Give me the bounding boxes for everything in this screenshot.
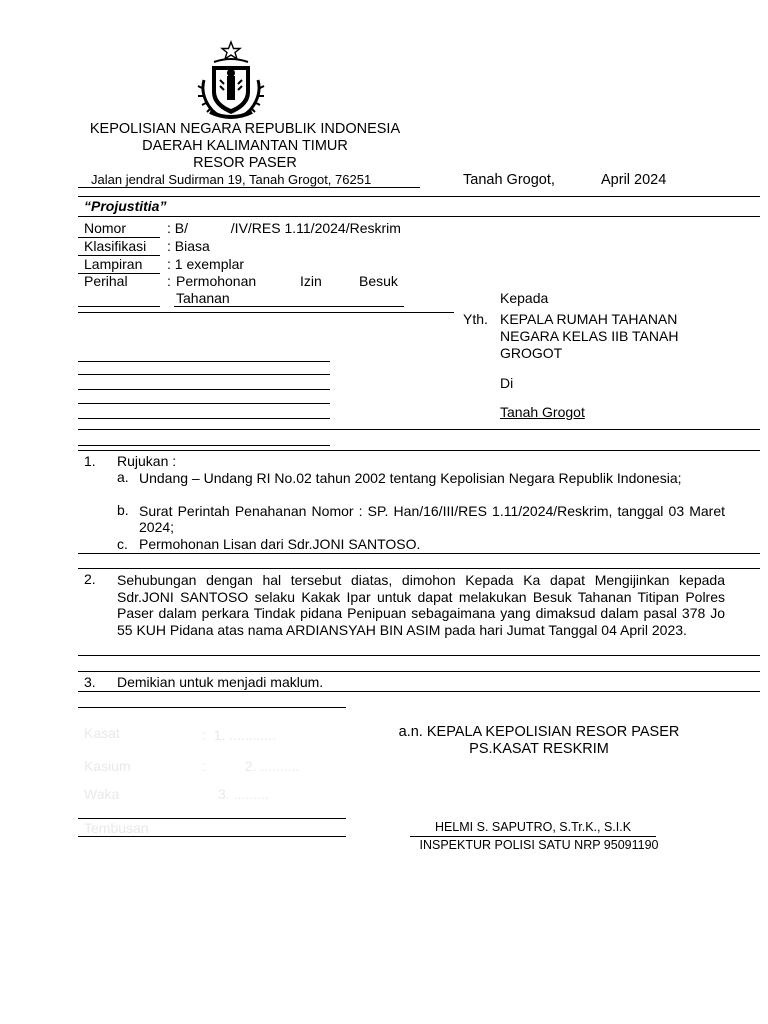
section2-text: Sehubungan dengan hal tersebut diatas, dimohon Kepada Ka dapat Mengijinkan kepada Sdr.JONI SANTOSO selaku Kakak Ipar untuk dapat melakukan Besuk Tahanan Titipan Polres Paser dalam perkara Tindak pidana Penipuan sebagaimana yang dimaksud dalam pasal 378 Jo 55 KUH Pidana atas nama ARDIANSYAH BIN ASIM pada hari Jumat Tanggal 04 April 2023. [117,572,725,639]
section1-a-letter: a. [117,469,129,485]
org-name-line3: RESOR PASER [193,155,297,171]
org-name-line2: DAERAH KALIMANTAN TIMUR [142,138,348,154]
section3-number: 3. [84,674,96,690]
rule [78,450,760,451]
section1-c-letter: c. [117,536,128,552]
rule [78,429,760,430]
address-underline [78,187,420,188]
rule [78,671,760,672]
perihal-label: Perihal [84,273,128,289]
yth-label: Yth. [463,311,488,327]
letter-date: April 2024 [601,172,667,188]
perihal-colon: : [167,273,171,289]
section3-text: Demikian untuk menjadi maklum. [117,674,324,690]
section2-number: 2. [84,571,96,587]
section1-b-letter: b. [117,502,129,518]
blank-rule [78,389,330,390]
blank-rule [78,403,330,404]
rule [78,691,760,692]
nomor-label: Nomor [84,220,127,236]
letter-place: Tanah Grogot, [463,172,555,188]
section1-c-text: Permohonan Lisan dari Sdr.JONI SANTOSO. [139,536,421,552]
blank-rule [78,418,330,419]
paraf-kasat-value: : 1. ............ [202,727,276,743]
rule [78,568,760,569]
section1-a-text: Undang – Undang RI No.02 tahun 2002 tentang Kepolisian Negara Republik Indonesia; [139,470,682,486]
blank-rule [78,445,330,446]
blank-rule [78,374,330,375]
rule [78,553,760,554]
lampiran-label: Lampiran [84,256,143,272]
paraf-waka-value: 3. ......... [218,786,269,802]
signatory-rank: INSPEKTUR POLISI SATU NRP 95091190 [419,838,659,852]
blank-rule [78,361,330,362]
rule [78,216,760,217]
lampiran-value: : 1 exemplar [167,256,245,272]
signature-rule [410,836,656,837]
perihal-word2: Izin [300,273,322,289]
paraf-tembusan-label: Tembusan [84,820,149,836]
rule [78,707,346,708]
section1-title: Rujukan : [117,453,177,469]
paraf-kasat-label: Kasat [84,725,120,741]
perihal-word1: Permohonan [176,273,257,289]
rule [78,836,346,837]
di-label: Di [500,375,514,391]
rule [78,655,760,656]
recipient-line3: GROGOT [500,345,563,361]
klasifikasi-value: : Biasa [167,238,210,254]
police-emblem-logo [190,40,272,122]
section1-number: 1. [84,453,96,469]
rule [78,818,346,819]
label-underline [78,306,160,307]
perihal-line2: Tahanan [176,290,230,306]
signature-line2: PS.KASAT RESKRIM [469,741,609,757]
paraf-waka-label: Waka [84,786,120,802]
perihal-underline [174,306,404,307]
nomor-value: : B/ /IV/RES 1.11/2024/Reskrim [167,220,401,236]
kepada-label: Kepada [500,290,549,306]
recipient-line2: NEGARA KELAS IIB TANAH [500,328,679,344]
signature-line1: a.n. KEPALA KEPOLISIAN RESOR PASER [398,724,680,740]
recipient-place: Tanah Grogot [500,404,585,420]
section1-b-text: Surat Perintah Penahanan Nomor : SP. Han/16/III/RES 1.11/2024/Reskrim, tanggal 03 Maret 2024; [139,503,725,535]
paraf-kasium-label: Kasium [84,758,131,774]
recipient-line1: KEPALA RUMAH TAHANAN [500,311,678,327]
org-address: Jalan jendral Sudirman 19, Tanah Grogot, 76251 [91,172,372,187]
paraf-kasium-value: : 2. .......... [202,758,300,774]
rule [78,312,454,313]
projustitia: “Projustitia” [84,198,167,214]
signatory-name: HELMI S. SAPUTRO, S.Tr.K., S.I.K [434,820,632,834]
org-name-line1: KEPOLISIAN NEGARA REPUBLIK INDONESIA [89,121,401,137]
klasifikasi-label: Klasifikasi [84,238,147,254]
perihal-word3: Besuk [359,273,398,289]
rule [78,196,760,197]
